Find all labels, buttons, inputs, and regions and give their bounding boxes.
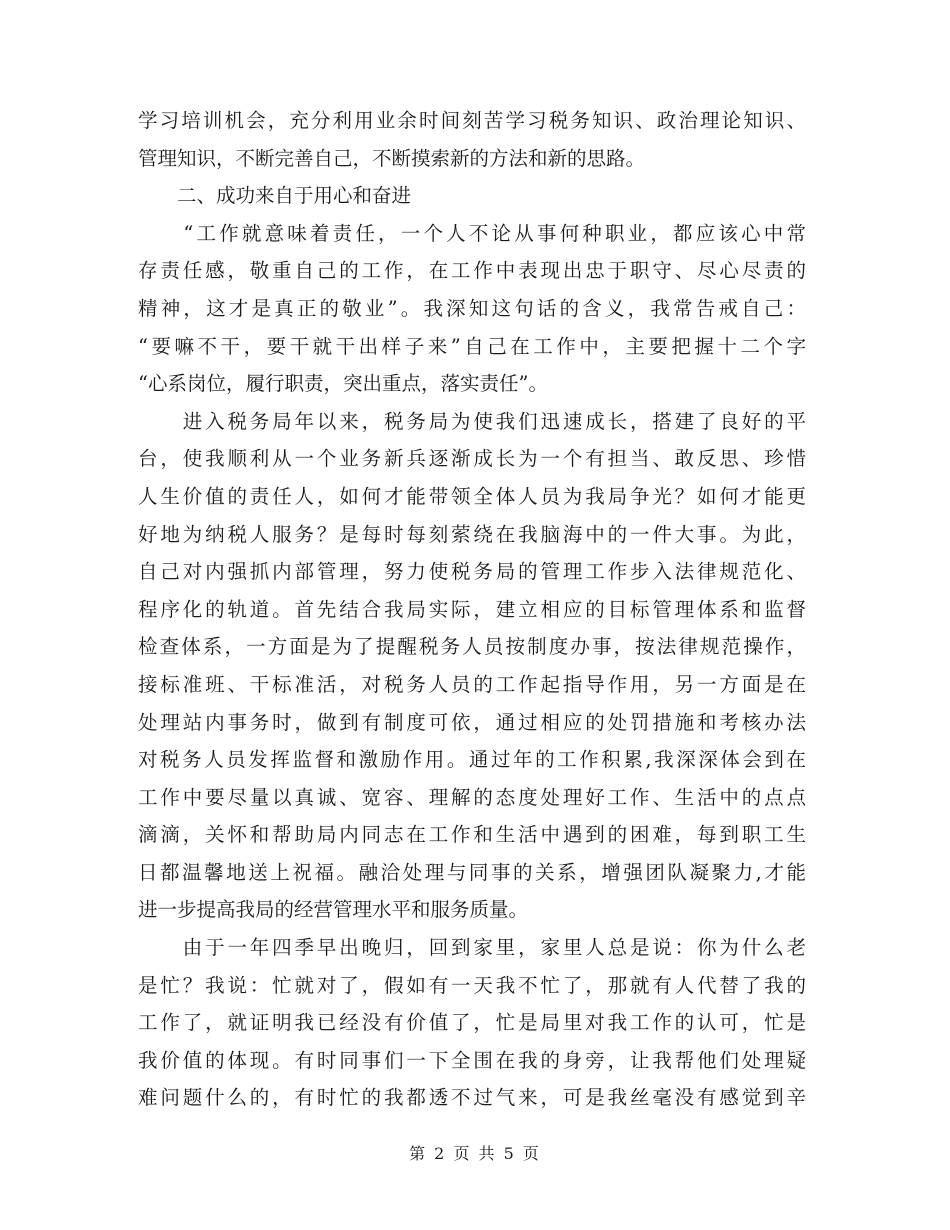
- text-line: 工作中要尽量以真诚、宽容、理解的态度处理好工作、生活中的点点: [138, 785, 806, 809]
- text-line: 精神，这才是真正的敬业”。我深知这句话的含义，我常告戒自己：: [138, 296, 806, 320]
- text-line: 自己对内强抓内部管理，努力使税务局的管理工作步入法律规范化、: [138, 560, 806, 584]
- text-line: 日都温馨地送上祝福。融洽处理与同事的关系，增强团队凝聚力,才能: [138, 860, 806, 884]
- text-line: 好地为纳税人服务？是每时每刻萦绕在我脑海中的一件大事。为此，: [138, 522, 806, 546]
- text-line: 学习培训机会，充分利用业余时间刻苦学习税务知识、政治理论知识、: [138, 109, 806, 132]
- text-line: 台，使我顺利从一个业务新兵逐渐成长为一个有担当、敢反思、珍惜: [138, 447, 806, 471]
- text-line: 滴滴，关怀和帮助局内同志在工作和生活中遇到的困难，每到职工生: [138, 823, 806, 847]
- text-line: “要嘛不干，要干就干出样子来”自己在工作中，主要把握十二个字: [138, 334, 806, 358]
- body-text: [138, 102, 806, 1117]
- text-line: 检查体系，一方面是为了提醒税务人员按制度办事，按法律规范操作，: [138, 635, 806, 659]
- text-line: 是忙？我说：忙就对了，假如有一天我不忙了，那就有人代替了我的: [138, 973, 806, 997]
- text-line: “心系岗位，履行职责，突出重点，落实责任”。: [138, 372, 548, 396]
- text-line: “工作就意味着责任，一个人不论从事何种职业，都应该心中常: [138, 221, 806, 245]
- text-line: 难问题什么的，有时忙的我都透不过气来，可是我丝毫没有感觉到辛: [138, 1086, 806, 1110]
- text-line: 接标准班、干标准活，对税务人员的工作起指导作用，另一方面是在: [138, 672, 806, 696]
- text-line: 程序化的轨道。首先结合我局实际，建立相应的目标管理体系和监督: [138, 597, 806, 621]
- text-line: 存责任感，敬重自己的工作，在工作中表现出忠于职守、尽心尽责的: [138, 259, 806, 283]
- page-footer: 第 2 页 共 5 页: [409, 1144, 541, 1163]
- text-line: 管理知识，不断完善自己，不断摸索新的方法和新的思路。: [138, 146, 646, 170]
- text-line: 对税务人员发挥监督和激励作用。通过年的工作积累,我深深体会到在: [138, 748, 806, 772]
- text-line: 人生价值的责任人，如何才能带领全体人员为我局争光？如何才能更: [138, 484, 806, 508]
- text-line: 工作了，就证明我已经没有价值了，忙是局里对我工作的认可，忙是: [138, 1011, 806, 1035]
- text-line: 由于一年四季早出晚归，回到家里，家里人总是说：你为什么老: [138, 936, 806, 960]
- text-line: 我价值的体现。有时同事们一下全围在我的身旁，让我帮他们处理疑: [138, 1048, 806, 1072]
- text-line: 进入税务局年以来，税务局为使我们迅速成长，搭建了良好的平: [138, 409, 806, 433]
- text-line: 处理站内事务时，做到有制度可依，通过相应的处罚措施和考核办法: [138, 710, 806, 734]
- section-heading: 二、成功来自于用心和奋进: [138, 184, 412, 208]
- text-line: 进一步提高我局的经营管理水平和服务质量。: [138, 898, 529, 922]
